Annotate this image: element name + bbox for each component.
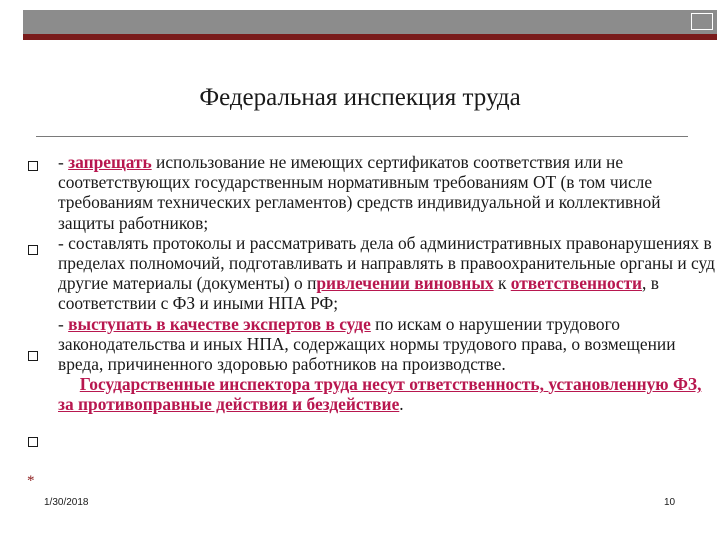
item-3-highlight: выступать в качестве экспертов в суде bbox=[68, 313, 371, 334]
item-4-indent bbox=[58, 374, 80, 394]
bullet-1 bbox=[28, 161, 38, 171]
slide-title: Федеральная инспекция труда bbox=[199, 84, 521, 111]
item-2-lead: - составлять протоколы и рассматривать дела об административных правонарушениях в пределах полномочий, подготавливать и направлять в правоохранительные органы и суд другие материалы (документы) о п bbox=[58, 232, 715, 294]
item-2-highlight-2: ответственности bbox=[510, 273, 643, 294]
item-2-highlight-1: ривлечении виновных bbox=[316, 273, 494, 294]
item-1 bbox=[58, 152, 718, 233]
star-bullet: * bbox=[27, 473, 35, 489]
item-4-rest: . bbox=[399, 394, 404, 415]
item-2-mid: к bbox=[493, 273, 511, 294]
item-1-lead: - bbox=[58, 152, 69, 172]
top-bar-accent-line bbox=[23, 34, 717, 40]
item-3 bbox=[58, 314, 718, 375]
bullet-4 bbox=[28, 437, 38, 447]
item-3-lead: - bbox=[58, 313, 69, 334]
slide-content bbox=[58, 152, 718, 415]
bullet-2 bbox=[28, 245, 38, 255]
item-4 bbox=[58, 374, 718, 414]
item-1-highlight: запрещать bbox=[68, 152, 152, 172]
corner-box bbox=[691, 13, 713, 30]
item-2 bbox=[58, 233, 718, 314]
title-divider bbox=[36, 136, 688, 137]
page-number: 10 bbox=[664, 497, 676, 508]
bullet-3 bbox=[28, 351, 38, 361]
item-3-rest: по искам о нарушении трудового законодательства и иных НПА, содержащих нормы трудового права, о возмещении вреда, причиненного здоровью работников на производстве. bbox=[58, 313, 676, 375]
footer-date: 1/30/2018 bbox=[44, 497, 89, 508]
top-decorative-bar bbox=[23, 10, 717, 40]
item-2-rest: , в соответствии с ФЗ и иными НПА РФ; bbox=[58, 273, 659, 314]
item-4-underlined: установленную ФЗ, за противоправные действия и бездействие bbox=[58, 374, 702, 415]
item-4-highlight: Государственные инспектора труда несут ответственность, bbox=[79, 374, 549, 395]
item-1-rest: использование не имеющих сертификатов соответствия или не соответствующих государственным нормативным требованиям ОТ (в том числе требованиям технических регламентов) средств индивидуальной и коллективной защиты работников; bbox=[58, 152, 661, 233]
